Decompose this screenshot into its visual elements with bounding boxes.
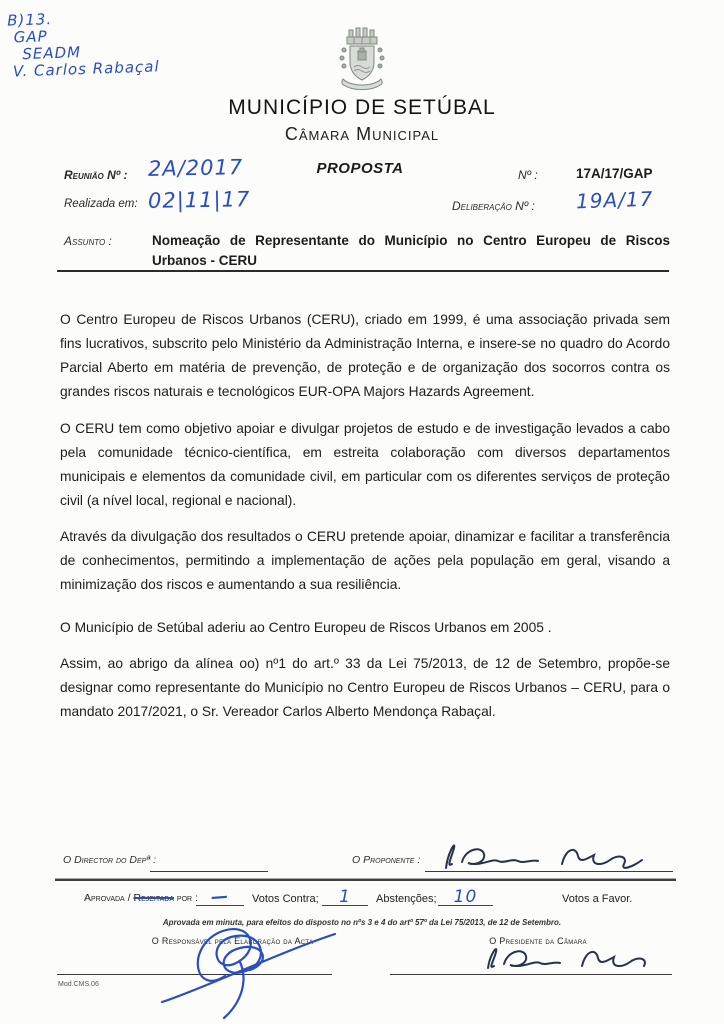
municipality-title: MUNICÍPIO DE SETÚBAL: [228, 96, 496, 119]
votos-favor-handwritten: 10: [453, 887, 478, 907]
proponente-signature: [432, 834, 670, 874]
por-label: por :: [176, 892, 198, 904]
margin-note: B)13.: [6, 10, 53, 30]
realizada-date-handwritten: 02|11|17: [147, 187, 251, 213]
responsavel-signature: [150, 918, 370, 1020]
numero-label: Nº :: [518, 168, 538, 182]
body-paragraph: Através da divulgação dos resultados o CERU pretende apoiar, dinamizar e facilitar a transferência de conhecimentos, permitindo a implementação de ações pela população em geral, visando a minimização dos riscos e aumentando a sua resiliência.: [60, 529, 670, 593]
form-code: Mod.CMS.06: [58, 981, 99, 988]
presidente-label: O Presidente da Câmara: [489, 936, 587, 946]
body-paragraph: O Município de Setúbal aderiu ao Centro Europeu de Riscos Urbanos em 2005 .: [60, 619, 552, 635]
body-paragraph: Assim, ao abrigo da alínea oo) nº1 do art.º 33 da Lei 75/2013, de 12 de Setembro, propõe-se designar como representante do Município no Centro Europeu de Riscos Urbanos – CERU, para o mandato 2017/2021, o Sr. Vereador Carlos Alberto Mendonça Rabaçal.: [60, 655, 670, 719]
minuta-note: Aprovada em minuta, para efeitos do disposto no nºs 3 e 4 do artº 57º da Lei 75/2013, de 12 de Setembro.: [162, 918, 562, 927]
director-label: O Director do Depª :: [63, 854, 157, 866]
numero-value: 17A/17/GAP: [576, 166, 653, 181]
votos-favor-blank: [438, 887, 493, 907]
proposal-body: [60, 308, 670, 736]
rejeitada-struck-label: Rejeitada: [133, 892, 174, 904]
assunto-value: Nomeação de Representante do Município no Centro Europeu de Riscos Urbanos - CERU: [152, 233, 670, 268]
margin-note: SEADM: [22, 43, 82, 64]
deliberacao-number-handwritten: 19A/17: [575, 186, 654, 214]
subject-divider: [57, 270, 669, 272]
margin-note: GAP: [13, 27, 48, 47]
handwritten-margin-notes: [7, 7, 160, 80]
reuniao-number-handwritten: 2A/2017: [147, 155, 244, 181]
realizada-label: Realizada em:: [64, 198, 138, 210]
municipal-coat-of-arms-icon: [336, 22, 388, 92]
votos-contra-handwritten: —: [210, 886, 230, 908]
presidente-signature: [478, 938, 658, 974]
votos-favor-label: Votos a Favor.: [562, 893, 633, 905]
director-signature-line: [150, 858, 268, 872]
voting-result-row: [0, 886, 724, 908]
votos-contra-blank: [196, 886, 244, 908]
abstencoes-blank: [322, 887, 368, 907]
body-paragraph: O Centro Europeu de Riscos Urbanos (CERU), criado em 1999, é uma associação privada sem fins lucrativos, subscrito pelo Ministério da Administração Interna, e insere-se no quadro do Acordo Parcial Aberto em matéria de prevenção, de proteção e de organização dos socorros contra os grandes riscos naturais e tecnológicos EUR-OPA Majors Hazards Agreement.: [60, 312, 670, 400]
body-paragraph: O CERU tem como objetivo apoiar e divulgar projetos de estudo e de investigação levados a cabo pela comunidade técnico-científica, em estreita colaboração com diversos departamentos municipais e elementos da comunidade civil, em particular com os diferentes serviços de proteção civil (a nível local, regional e nacional).: [60, 420, 670, 508]
aprovada-label: Aprovada / Rejeitada por :: [84, 892, 198, 904]
approval-section-divider: [55, 878, 676, 881]
municipal-body-title: Câmara Municipal: [284, 124, 440, 144]
proponente-label: O Proponente :: [352, 854, 421, 866]
assunto-label: Assunto :: [64, 234, 112, 248]
responsavel-label: O Responsável pela Elaboração da Acta: [151, 936, 314, 946]
deliberacao-label: Deliberação Nº :: [452, 199, 535, 213]
abstencoes-handwritten: 1: [339, 887, 351, 907]
reuniao-label: Reunião Nº :: [64, 168, 128, 182]
proposta-title: PROPOSTA: [316, 160, 404, 177]
margin-note: V. Carlos Rabaçal: [12, 57, 160, 81]
abstencoes-label: Abstenções;: [376, 893, 437, 905]
votos-contra-label: Votos Contra;: [252, 893, 319, 905]
